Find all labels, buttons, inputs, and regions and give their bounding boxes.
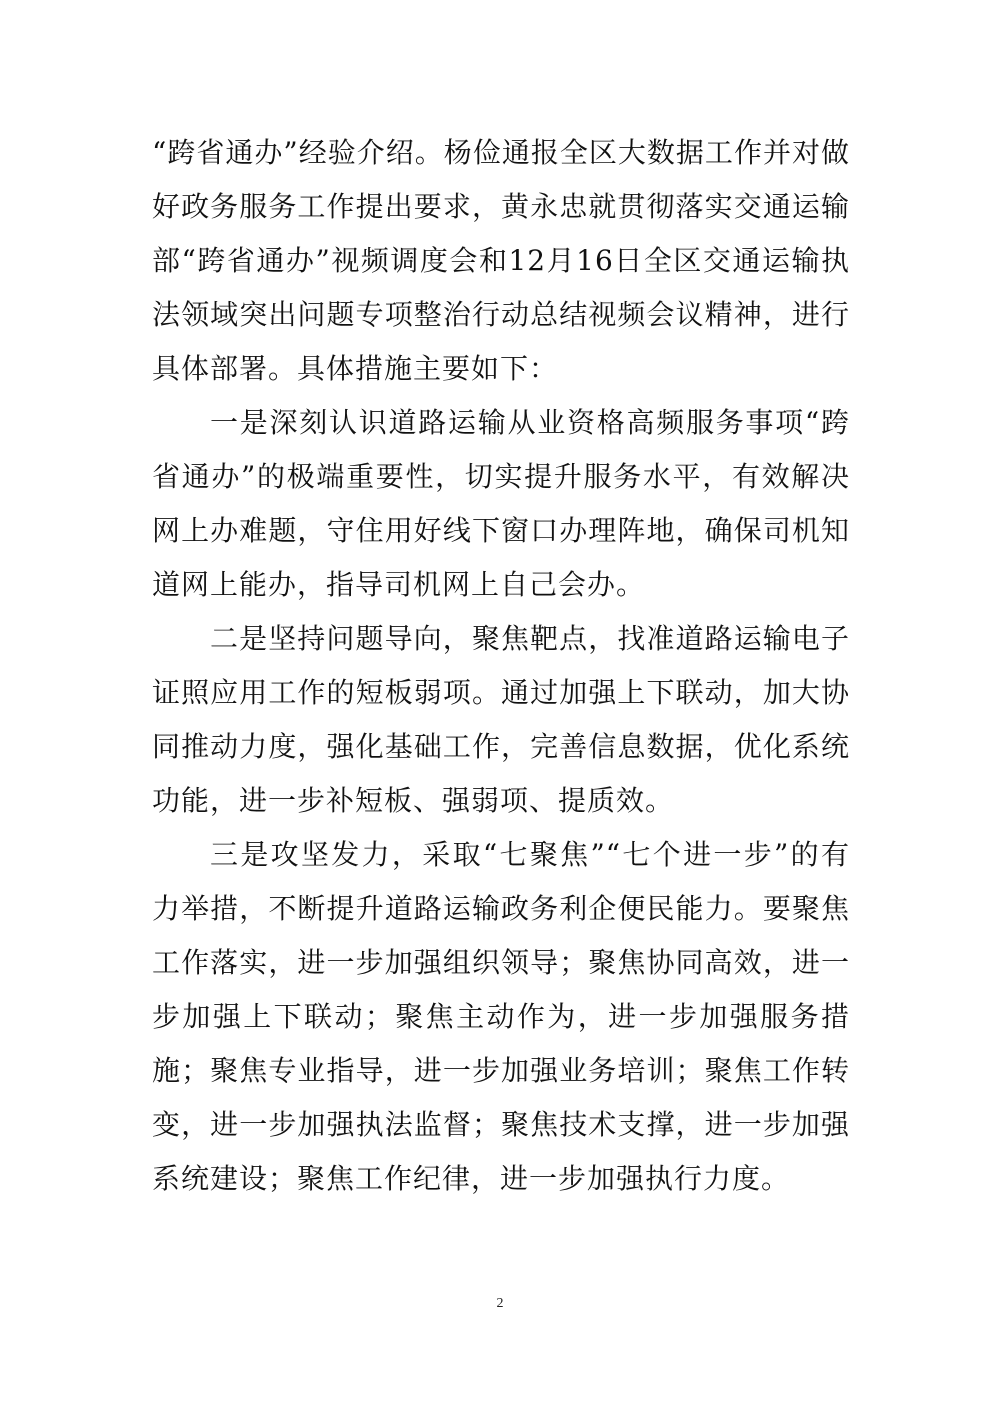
document-body: [152, 126, 850, 1206]
paragraph-measure-three: 三是攻坚发力，采取“七聚焦”“七个进一步”的有力举措，不断提升道路运输政务利企便民能力。要聚焦工作落实，进一步加强组织领导；聚焦协同高效，进一步加强上下联动；聚焦主动作为，进一步加强服务措施；聚焦专业指导，进一步加强业务培训；聚焦工作转变，进一步加强执法监督；聚焦技术支撑，进一步加强系统建设；聚焦工作纪律，进一步加强执行力度。: [152, 838, 850, 1195]
paragraph-measure-two: 二是坚持问题导向，聚焦靶点，找准道路运输电子证照应用工作的短板弱项。通过加强上下联动，加大协同推动力度，强化基础工作，完善信息数据，优化系统功能，进一步补短板、强弱项、提质效。: [152, 622, 850, 817]
paragraph-intro: “跨省通办”经验介绍。杨俭通报全区大数据工作并对做好政务服务工作提出要求，黄永忠就贯彻落实交通运输部“跨省通办”视频调度会和12月16日全区交通运输执法领域突出问题专项整治行动总结视频会议精神，进行具体部署。具体措施主要如下：: [152, 136, 850, 385]
page-number: 2: [496, 1296, 504, 1311]
paragraph-measure-one: 一是深刻认识道路运输从业资格高频服务事项“跨省通办”的极端重要性，切实提升服务水平，有效解决网上办难题，守住用好线下窗口办理阵地，确保司机知道网上能办，指导司机网上自己会办。: [152, 406, 850, 601]
